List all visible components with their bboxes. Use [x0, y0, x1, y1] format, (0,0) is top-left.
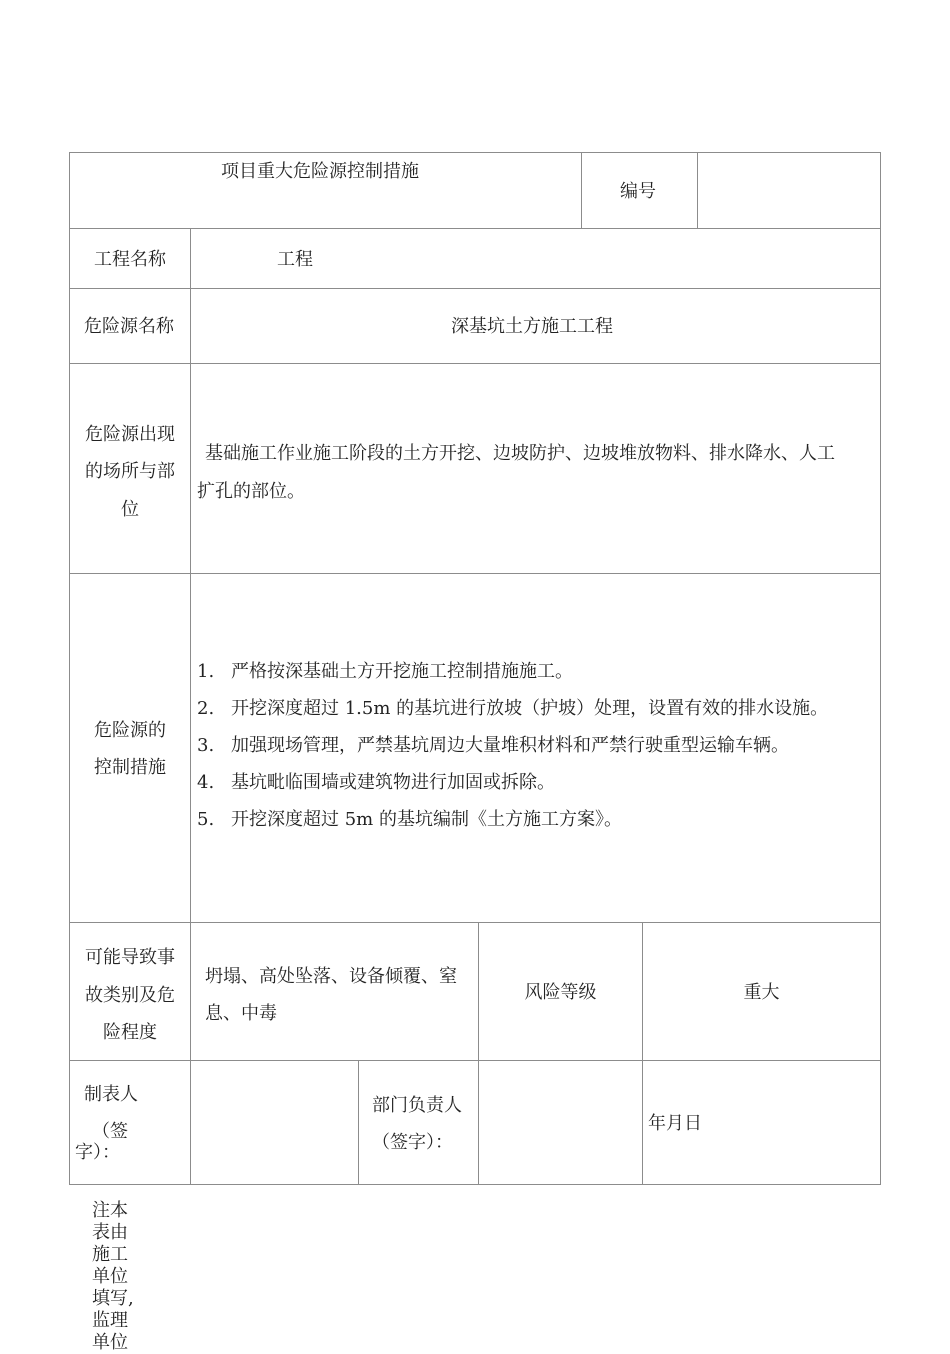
col-divider — [478, 922, 479, 1185]
footnote-line: 注本 — [92, 1200, 128, 1221]
footnote-line: 表由 — [92, 1222, 128, 1243]
footnote-line: 施工 — [92, 1244, 128, 1265]
location-label-line: 位 — [121, 499, 139, 520]
table-border-right — [880, 152, 881, 1185]
hazard-name-label: 危险源名称 — [84, 316, 174, 337]
accident-label-line: 可能导致事 — [85, 947, 175, 968]
sign-date: 年月日 — [648, 1113, 702, 1134]
measure-number: 1. — [197, 661, 215, 682]
measure-item — [197, 731, 789, 757]
footnote-line: 单位 — [92, 1332, 128, 1353]
dept-head-label-line: 部门负责人 — [372, 1095, 462, 1116]
measure-item — [197, 694, 828, 720]
table-border-top — [69, 152, 881, 153]
number-label: 编号 — [620, 181, 656, 202]
preparer-label-line: 字）： — [75, 1142, 120, 1163]
footnote-line: 监理 — [92, 1310, 128, 1331]
hazard-name-value: 深基坑土方施工工程 — [451, 316, 613, 337]
risk-level-label: 风险等级 — [524, 982, 597, 1003]
col-divider — [697, 152, 698, 228]
measure-text: 开挖深度超过 5m 的基坑编制《土方施工方案》。 — [231, 809, 622, 830]
risk-level-value: 重大 — [743, 982, 780, 1003]
measures-label-line: 危险源的 — [94, 720, 166, 741]
col-divider — [190, 228, 191, 1185]
measure-text: 基坑毗临围墙或建筑物进行加固或拆除。 — [231, 772, 555, 793]
measure-number: 3. — [197, 735, 215, 756]
accident-types-line: 息、中毒 — [205, 1003, 277, 1024]
location-label: 危险源出现 — [85, 424, 175, 445]
location-label-line: 的场所与部 — [85, 461, 175, 482]
location-text-line: 基础施工作业施工阶段的土方开挖、边坡防护、边坡堆放物料、排水降水、人工 — [205, 443, 835, 464]
accident-types-line: 坍塌、高处坠落、设备倾覆、窒 — [205, 966, 457, 987]
location-text-line: 扩孔的部位。 — [197, 481, 305, 502]
measure-text: 加强现场管理，严禁基坑周边大量堆积材料和严禁行驶重型运输车辆。 — [231, 735, 789, 756]
footnote — [92, 1200, 134, 1354]
preparer-label-line: （签 — [92, 1121, 128, 1142]
project-name-value: 工程 — [277, 249, 313, 270]
project-name-label: 工程名称 — [94, 249, 166, 270]
measure-item — [197, 657, 573, 683]
measure-text: 严格按深基础土方开挖施工控制措施施工。 — [231, 661, 573, 682]
accident-label-line: 险程度 — [103, 1022, 157, 1043]
page-title: 项目重大危险源控制措施 — [221, 161, 419, 182]
footnote-line: 填写, — [92, 1288, 134, 1309]
preparer-label-line: 制表人 — [84, 1084, 138, 1105]
col-divider — [358, 1060, 359, 1185]
footnote-line: 单位 — [92, 1266, 128, 1287]
accident-label-line: 故类别及危 — [85, 985, 175, 1006]
measure-number: 5. — [197, 809, 215, 830]
measure-item — [197, 768, 555, 794]
measure-text: 开挖深度超过 1.5m 的基坑进行放坡（护坡）处理，设置有效的排水设施。 — [231, 698, 829, 719]
measure-number: 2. — [197, 698, 215, 719]
col-divider — [581, 152, 582, 228]
col-divider — [642, 922, 643, 1185]
measure-item — [197, 805, 622, 831]
measures-label-line: 控制措施 — [94, 757, 166, 778]
measure-number: 4. — [197, 772, 215, 793]
dept-head-label-line: （签字）： — [372, 1132, 453, 1153]
